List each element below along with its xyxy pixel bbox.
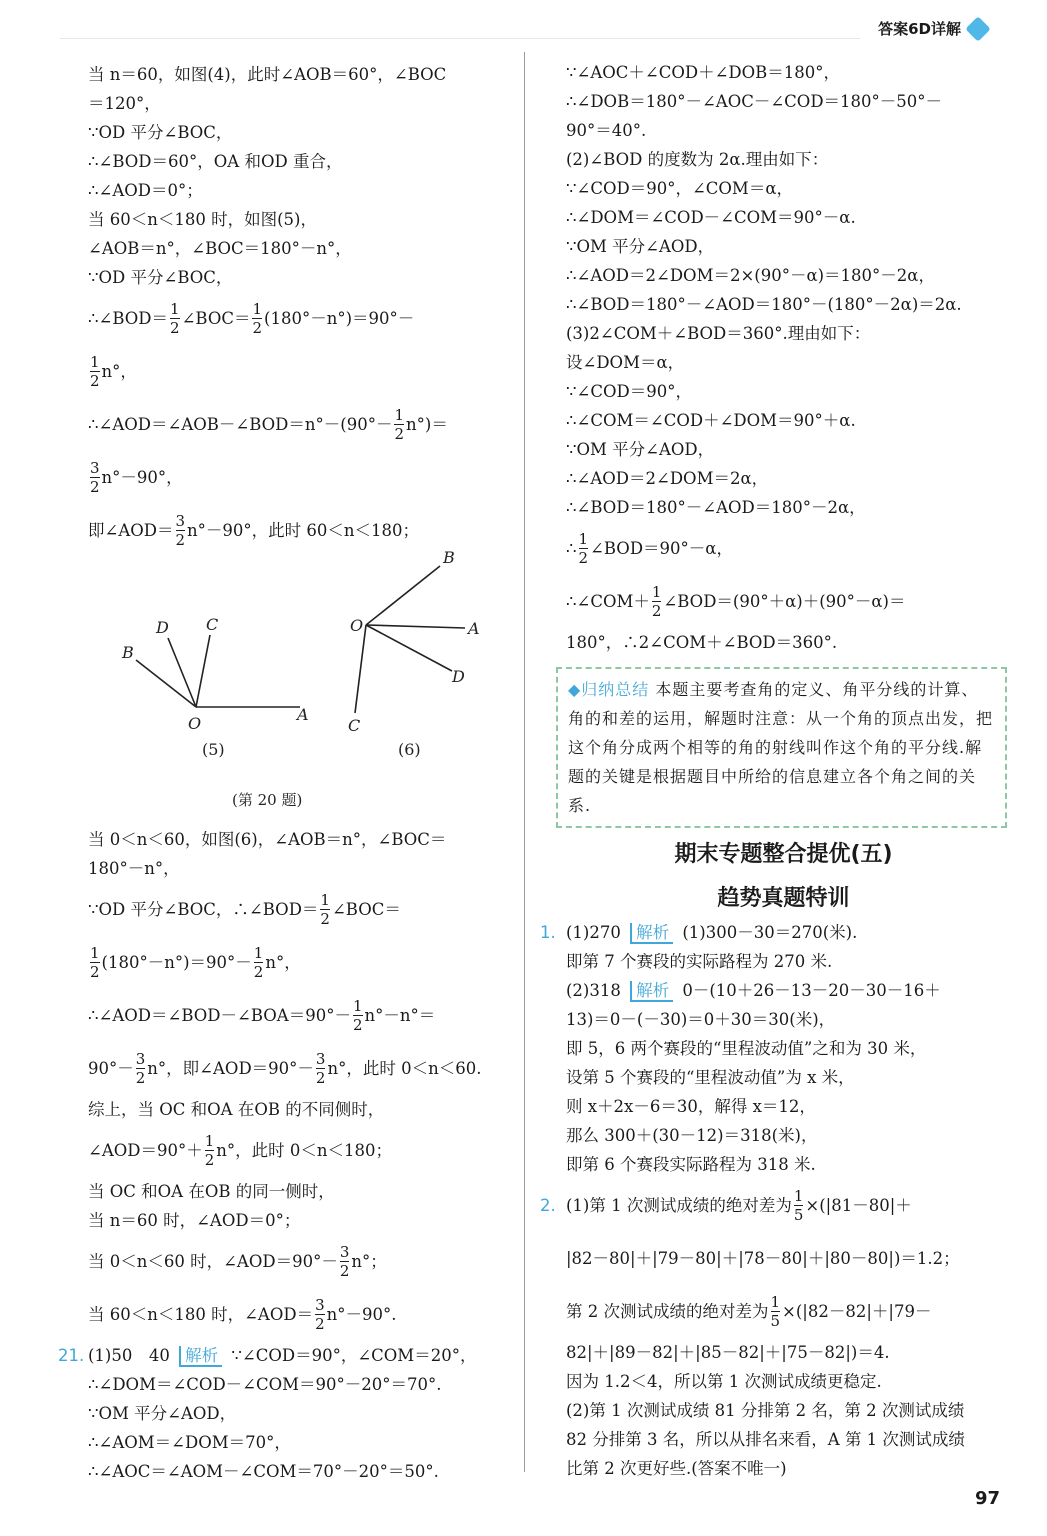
text-line: ∴∠AOD＝2∠DOM＝2×(90°－α)＝180°－2α， [566,266,935,285]
text-line: ∴∠BOD＝180°－∠AOD＝180°－2α， [566,498,866,517]
section-subtitle: 趋势真题特训 [717,886,850,911]
numerator: 3 [339,1243,350,1261]
text-line: 当 60＜n＜180 时，如图(5)， [88,210,317,229]
left-top-lines [88,60,513,292]
question-number: 1. [540,923,556,942]
ray-oa-6 [366,625,465,628]
text-line: (2)∠BOD 的度数为 2α.理由如下： [566,150,829,169]
eq-text: (180°－n°)＝90°－ [264,309,415,328]
equation-aod-3 [88,1124,513,1177]
eq-text: 即∠AOD＝ [88,521,174,540]
figure-caption: (第 20 题) [232,791,303,809]
denominator: 2 [320,910,330,928]
answer-text: (2)318 [566,981,621,1000]
text-line: ∴∠AOD＝0°； [88,181,203,200]
eq-text: n°， [265,953,301,972]
conclusion-line: 180°，∴2∠COM＋∠BOD＝360°. [566,633,838,652]
answer-text: (1)第 1 次测试成绩的绝对差为 [566,1196,792,1215]
numerator: 1 [90,353,100,371]
answer-text: 第 2 次测试成绩的绝对差为 [566,1302,769,1321]
diamond-icon [965,16,990,41]
q21-lines [88,1370,513,1486]
equation-aod-2-cont [88,1042,513,1095]
text-line: ∴∠BOD＝180°－∠AOD＝180°－(180°－2α)＝2α. [566,295,962,314]
label-c: C [206,615,219,634]
summary-box [556,667,1007,828]
numerator: 1 [252,300,263,318]
text-line: 82 分排第 3 名，所以从排名来看，A 第 1 次测试成绩 [566,1430,965,1449]
eq-text: ∴∠COM＋ [566,592,650,611]
numerator: 3 [315,1050,326,1068]
numerator: 3 [135,1050,146,1068]
denominator: 2 [315,1069,326,1087]
question-2 [540,1179,1001,1232]
fraction [176,512,186,549]
answer-text: ×(|81－80|＋ [805,1196,912,1215]
eq-text: ∵OD 平分∠BOC，∴∠BOD＝ [88,900,319,919]
fraction [90,944,100,981]
fraction [320,891,330,928]
fraction [90,459,100,496]
text-line: 那么 300＋(30－12)＝318(米)， [566,1126,818,1145]
text-line: (2)第 1 次测试成绩 81 分排第 2 名，第 2 次测试成绩 [566,1401,965,1420]
eq-text: 当 60＜n＜180 时，∠AOD＝ [88,1305,314,1324]
text-line: 比第 2 次更好些.(答案不唯一) [566,1459,787,1478]
label-c-6: C [348,716,361,735]
numerator: 1 [170,300,180,318]
numerator: 1 [394,406,405,424]
section-title: 期末专题整合提优(五) [674,842,893,867]
n60-line: 当 n＝60 时，∠AOD＝0°； [88,1211,301,1230]
ray-ob-6 [366,566,440,625]
text-line: 设∠DOM＝α， [566,353,685,372]
fraction [771,1293,781,1330]
right-top-lines [566,58,1001,522]
fraction [136,1050,146,1087]
right-column [540,58,1001,1483]
numerator: 1 [352,997,363,1015]
eq-text: 90°－ [88,1059,134,1078]
text-line: ∠AOB＝n°，∠BOC＝180°－n°， [88,239,352,258]
label-b: B [122,643,134,662]
question-number: 2. [540,1196,556,1215]
eq-text: n°，此时 0＜n＜180； [216,1141,393,1160]
text-line: ∴∠DOB＝180°－∠AOC－∠COD＝180°－50°－ [566,92,943,111]
eq-text: (180°－n°)＝90°－ [101,953,252,972]
numerator: 1 [651,583,662,601]
eq-text: n°； [351,1252,387,1271]
figure-5-labels [121,615,309,759]
text-line: ＝120°， [88,94,161,113]
eq-text: n°)＝ [406,415,448,434]
q1b-lines [566,1005,1001,1179]
eq-text: 当 0＜n＜60 时，∠AOD＝90°－ [88,1252,338,1271]
denominator: 2 [90,372,100,390]
text-line: 因为 1.2＜4，所以第 1 次测试成绩更稳定. [566,1372,882,1391]
text-line: 即第 7 个赛段的实际路程为 270 米. [566,952,833,971]
text-line: 当 0＜n＜60，如图(6)，∠AOB＝n°，∠BOC＝ [88,830,447,849]
ray-oc-6 [355,625,366,713]
answer-text: (1)300－30＝270(米). [682,923,858,942]
fraction [579,530,589,567]
eq-text: n°－90°，此时 60＜n＜180； [187,521,420,540]
q1-lines [566,947,1001,976]
numerator: 1 [770,1293,781,1311]
text-line: 当 n＝60，如图(4)，此时∠AOB＝60°，∠BOC [88,65,447,84]
answer-text: (1)270 [566,923,621,942]
answer-text: (1)50 40 [88,1346,170,1365]
text-line: ∵∠COD＝90°，∠COM＝α， [566,179,793,198]
eq-text: ∠BOD＝90°－α， [590,539,733,558]
fraction [353,997,363,1034]
text-line: ∴∠AOD＝2∠DOM＝2α， [566,469,769,488]
fraction [170,300,180,337]
eq-text: ∴∠AOD＝∠AOB－∠BOD＝n°－(90°－ [88,415,393,434]
denominator: 2 [175,531,186,549]
eq-text: ∴∠AOD＝∠BOD－∠BOA＝90°－ [88,1006,351,1025]
analysis-tag: 解析 [630,923,673,944]
left-mid-lines [88,825,513,883]
equation-com-bod [566,575,1001,628]
figure-6-rays [355,566,465,713]
text-line: ∵OM 平分∠AOD， [566,237,715,256]
fraction [205,1132,215,1169]
angle-figures [100,545,500,825]
text-line: 设第 5 个赛段的“里程波动值”为 x 米， [566,1068,855,1087]
fraction [340,1243,350,1280]
denominator: 2 [253,963,264,981]
numerator: 1 [90,944,100,962]
equation-half-bod [566,522,1001,575]
numerator: 1 [793,1187,804,1205]
q2-lines [566,1338,1001,1483]
fraction [316,1050,326,1087]
denominator: 2 [651,602,662,620]
text-line: 13)＝0－(－30)＝0＋30＝30(米)， [566,1010,836,1029]
denominator: 2 [315,1315,325,1333]
label-d: D [156,618,169,637]
text-line: ∵OM 平分∠AOD， [566,440,715,459]
text-line: ∴∠DOM＝∠COD－∠COM＝90°－20°＝70°. [88,1375,442,1394]
equation-bod-cont [88,345,513,398]
text-line: ∴∠AOM＝∠DOM＝70°， [88,1433,291,1452]
fraction [315,1296,325,1333]
denominator: 2 [339,1262,350,1280]
eq-text: ∠BOD＝(90°＋α)＋(90°－α)＝ [663,592,906,611]
q2-line-3 [566,1285,1001,1338]
fraction [794,1187,804,1224]
text-line: 即 5，6 两个赛段的“里程波动值”之和为 30 米， [566,1039,927,1058]
numerator: 1 [578,530,589,548]
denominator: 2 [135,1069,146,1087]
denominator: 2 [170,319,180,337]
equation-aod-2 [88,989,513,1042]
figure-6-labels [348,548,480,759]
numerator: 3 [315,1296,325,1314]
text-line: ∵OD 平分∠BOC， [88,123,233,142]
numerator: 1 [320,891,330,909]
eq-text: ∴ [566,539,577,558]
numerator: 3 [90,459,100,477]
q2-line-2: |82－80|＋|79－80|＋|78－80|＋|80－80|)＝1.2； [566,1249,960,1268]
ray-od-6 [366,625,452,671]
ray-oc [196,635,210,707]
eq-text: ∠BOC＝ [181,309,251,328]
label-o: O [188,714,202,733]
numerator: 1 [204,1132,215,1150]
text-line: ∴∠BOD＝60°，OA 和OD 重合， [88,152,343,171]
denominator: 2 [90,963,100,981]
fraction [652,583,662,620]
fraction [254,944,264,981]
equation-aod [88,398,513,451]
header-rule [60,38,860,39]
eq-text: ∠AOD＝90°＋ [88,1141,203,1160]
denominator: 5 [793,1206,804,1224]
equation-bod-2-cont [88,936,513,989]
denominator: 2 [352,1016,363,1034]
text-line: (3)2∠COM＋∠BOD＝360°.理由如下： [566,324,871,343]
page-header [878,18,987,39]
eq-text: n°，即∠AOD＝90°－ [147,1059,314,1078]
equation-aod-4 [88,1235,513,1288]
denominator: 2 [394,425,405,443]
label-b-6: B [443,548,455,567]
question-21 [58,1341,513,1370]
text-line: 90°＝40°. [566,121,647,140]
summary-line: 综上，当 OC 和OA 在OB 的不同侧时， [88,1100,385,1119]
question-1-part-2 [566,976,1001,1005]
column-divider [524,52,525,1472]
equation-bod-2 [88,883,513,936]
equation-bod [88,292,513,345]
answer-text: 0－(10＋26－13－20－30－16＋ [682,981,941,1000]
eq-text: n°－90°， [101,468,183,487]
answer-text: ∵∠COD＝90°，∠COM＝20°， [231,1346,477,1365]
text-line: ∵∠COD＝90°， [566,382,692,401]
header-title: 答案6D详解 [878,20,961,38]
analysis-tag: 解析 [630,981,673,1002]
summary-text: 本题主要考查角的定义、角平分线的计算、角的和差的运用，解题时注意：从一个角的顶点出发，把这个角分成两个相等的角的射线叫作这个角的平分线.解题的关键是根据题目中所给的信息建立各个角之间的关系. [568,680,994,815]
text-line: ∵OM 平分∠AOD， [88,1404,237,1423]
eq-text: ∴∠BOD＝ [88,309,169,328]
text-line: 则 x＋2x－6＝30，解得 x＝12， [566,1097,816,1116]
fraction [90,353,100,390]
eq-text: n°，此时 0＜n＜60. [327,1059,482,1078]
eq-text: n°， [101,362,137,381]
text-line: 即第 6 个赛段实际路程为 318 米. [566,1155,816,1174]
label-o-6: O [350,616,364,635]
denominator: 2 [90,478,100,496]
question-1 [540,918,1001,947]
label-d-6: D [452,667,465,686]
equation-aod-cont [88,451,513,504]
denominator: 2 [578,549,589,567]
text-line: ∵∠AOC＋∠COD＋∠DOB＝180°， [566,63,841,82]
fraction [394,406,404,443]
summary-label: ◆归纳总结 [568,680,650,699]
equation-aod-5 [88,1288,513,1341]
text-line: ∴∠COM＝∠COD＋∠DOM＝90°＋α. [566,411,856,430]
same-side-line: 当 OC 和OA 在OB 的同一侧时， [88,1182,335,1201]
eq-text: ∠BOC＝ [331,900,401,919]
text-line: 82|＋|89－82|＋|85－82|＋|75－82|)＝4. [566,1343,890,1362]
eq-text: n°－90°. [326,1305,397,1324]
numerator: 3 [175,512,186,530]
denominator: 2 [204,1151,215,1169]
text-line: ∴∠DOM＝∠COD－∠COM＝90°－α. [566,208,856,227]
denominator: 5 [770,1312,781,1330]
label-a: A [297,705,309,724]
denominator: 2 [252,319,263,337]
fraction [252,300,262,337]
text-line: ∵OD 平分∠BOC， [88,268,233,287]
text-line: ∴∠AOC＝∠AOM－∠COM＝70°－20°＝50°. [88,1462,439,1481]
label-a-6: A [468,619,480,638]
caption-5: (5) [202,740,225,759]
answer-text: ×(|82－82|＋|79－ [782,1302,932,1321]
question-number: 21. [58,1346,85,1365]
figure-5-rays [136,635,300,707]
caption-6: (6) [398,740,421,759]
numerator: 1 [253,944,264,962]
analysis-tag: 解析 [179,1346,222,1367]
text-line: 180°－n°， [88,859,180,878]
eq-text: n°－n°＝ [364,1006,436,1025]
page-number: 97 [975,1488,1001,1509]
